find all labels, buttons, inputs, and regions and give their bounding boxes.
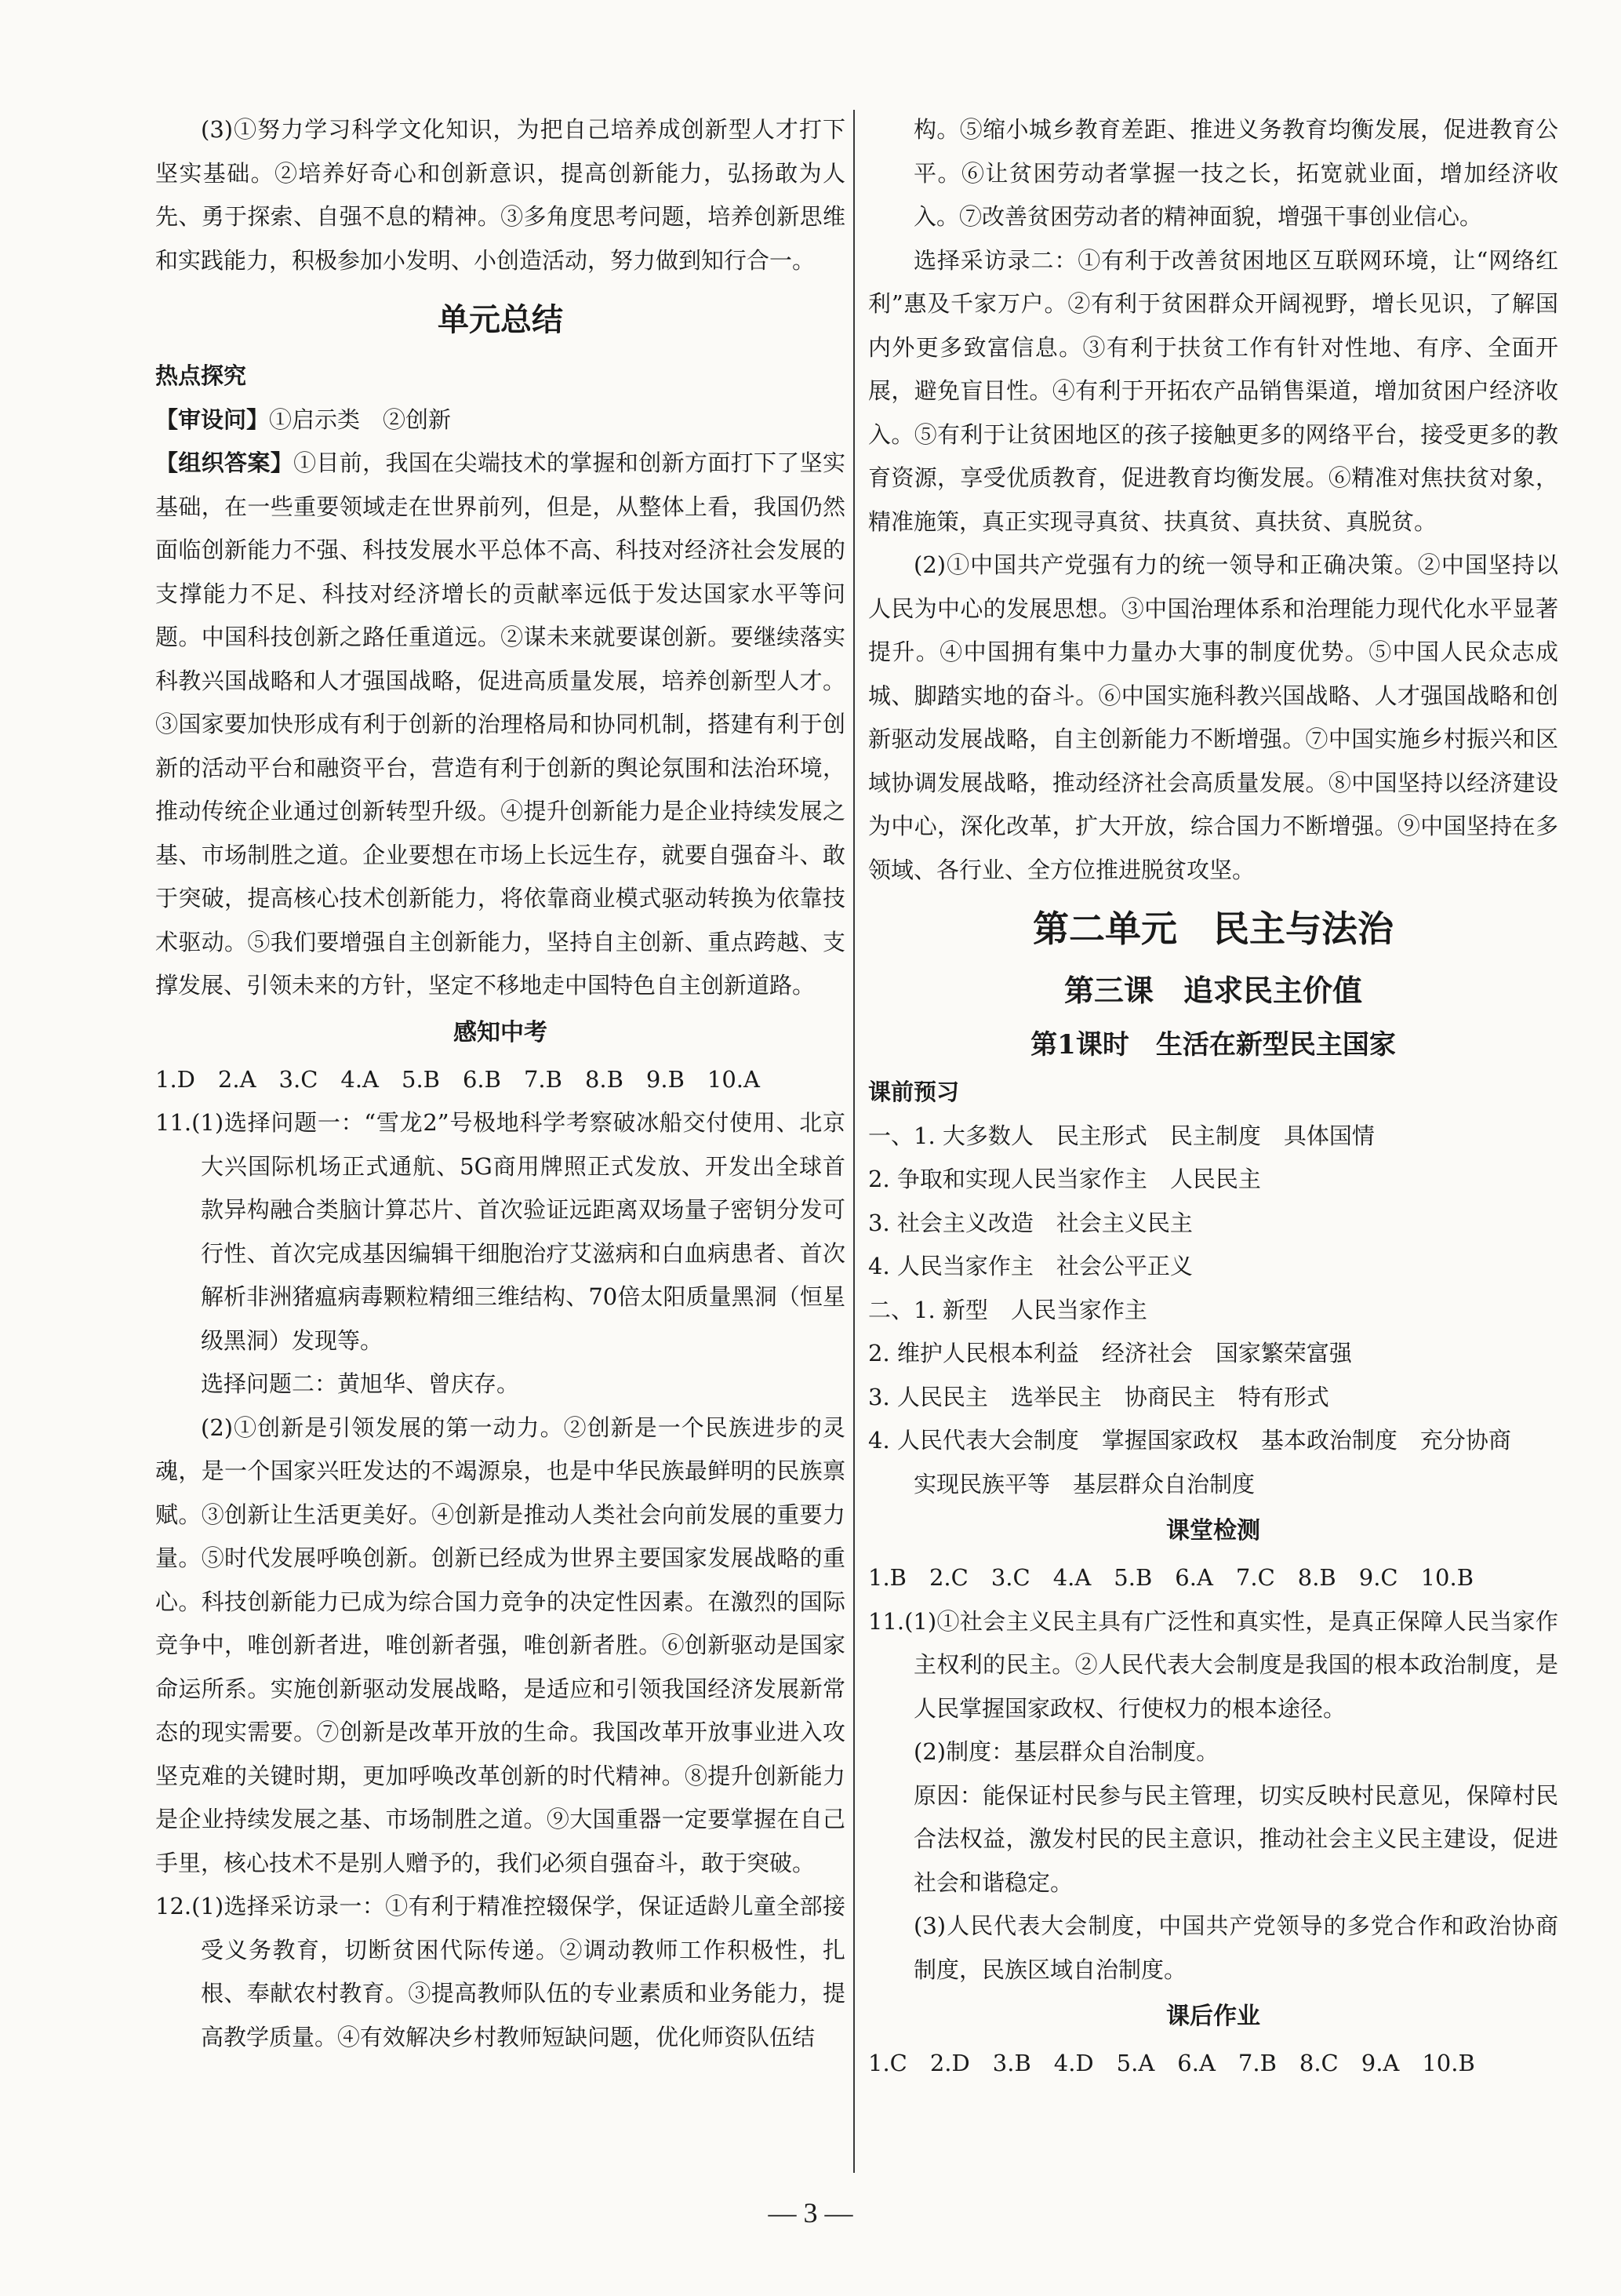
preview-line: 2. 争取和实现人民当家作主 人民民主 <box>868 1166 1261 1192</box>
kehou-answers: 1.C 2.D 3.B 4.D 5.A 6.A 7.B 8.C 9.A 10.B <box>868 2050 1475 2076</box>
zuzhi-label: 【组织答案】 <box>155 449 294 476</box>
preview-line: 二、1. 新型 人民当家作主 <box>868 1296 1147 1323</box>
zuzhi-answer <box>155 442 845 1008</box>
zuzhi-text: ①目前，我国在尖端技术的掌握和创新方面打下了坚实基础，在一些重要领域走在世界前列，但是，从整体上看，我国仍然面临创新能力不强、科技发展水平总体不高、科技对经济社会发展的支撑能力不足、科技对经济增长的贡献率远低于发达国家水平等问题。中国科技创新之路任重道远。②谋未来就要谋创新。要继续落实科教兴国战略和人才强国战略，促进高质量发展，培养创新型人才。③国家要加快形成有利于创新的治理格局和协同机制，搭建有利于创新的活动平台和融资平台，营造有利于创新的舆论氛围和法治环境，推动传统企业通过创新转型升级。④提升创新能力是企业持续发展之基、市场制胜之道。企业要想在市场上长远生存，就要自强奋斗、敢于突破，提高核心技术创新能力，将依靠商业模式驱动转换为依靠技术驱动。⑤我们要增强自主创新能力，坚持自主创新、重点跨越、支撑发展、引领未来的方针，坚定不移地走中国特色自主创新道路。 <box>155 449 845 999</box>
unit2-title: 第二单元 民主与法治 <box>1033 908 1394 950</box>
k11-part3: 原因：能保证村民参与民主管理，切实反映村民意见，保障村民合法权益，激发村民的民主意识，推动社会主义民主建设，促进社会和谐稳定。 <box>914 1781 1558 1896</box>
column-divider <box>853 110 855 2173</box>
preview-line: 3. 人民民主 选举民主 协商民主 特有形式 <box>868 1383 1329 1410</box>
preview-line: 4. 人民当家作主 社会公平正义 <box>868 1253 1193 1279</box>
q11-part3: (2)①创新是引领发展的第一动力。②创新是一个民族进步的灵魂，是一个国家兴旺发达的不竭源泉，也是中华民族最鲜明的民族禀赋。③创新让生活更美好。④创新是推动人类社会向前发展的重要力量。⑤时代发展呼唤创新。创新已经成为世界主要国家发展战略的重心。科技创新能力已成为综合国力竞争的决定性因素。在激烈的国际竞争中，唯创新者进，唯创新者强，唯创新者胜。⑥创新驱动是国家命运所系。实施创新驱动发展战略，是适应和引领我国经济发展新常态的现实需要。⑦创新是改革开放的生命。我国改革开放事业进入攻坚克难的关键时期，更加呼唤改革创新的时代精神。⑧提升创新能力是企业持续发展之基、市场制胜之道。⑨大国重器一定要掌握在自己手里，核心技术不是别人赠予的，我们必须自强奋斗，敢于突破。 <box>155 1414 845 1876</box>
q2-paragraph: (2)①中国共产党强有力的统一领导和正确决策。②中国坚持以人民为中心的发展思想。③中国治理体系和治理能力现代化水平显著提升。④中国拥有集中力量办大事的制度优势。⑤中国人民众志成城、脚踏实地的奋斗。⑥中国实施科教兴国战略、人才强国战略和创新驱动发展战略，自主创新能力不断增强。⑦中国实施乡村振兴和区域协调发展战略，推动经济社会高质量发展。⑧中国坚持以经济建设为中心，深化改革，扩大开放，综合国力不断增强。⑨中国坚持在多领域、各行业、全方位推进脱贫攻坚。 <box>868 551 1558 883</box>
lesson3-title: 第三课 追求民主价值 <box>1063 973 1362 1008</box>
continued-paragraph: 构。⑤缩小城乡教育差距、推进义务教育均衡发展，促进教育公平。⑥让贫困劳动者掌握一技之长，拓宽就业面，增加经济收入。⑦改善贫困劳动者的精神面貌，增强干事创业信心。 <box>914 116 1558 230</box>
k11-part4: (3)人民代表大会制度，中国共产党领导的多党合作和政治协商制度，民族区域自治制度。 <box>914 1912 1558 1983</box>
shensheti-text: ①启示类 ②创新 <box>269 406 452 433</box>
ketang-title: 课堂检测 <box>1166 1517 1260 1545</box>
preview-line: 3. 社会主义改造 社会主义民主 <box>868 1209 1193 1236</box>
class1-title: 第1课时 生活在新型民主国家 <box>1030 1029 1396 1061</box>
ganzhi-answers: 1.D 2.A 3.C 4.A 5.B 6.B 7.B 8.B 9.B 10.A <box>155 1065 760 1093</box>
preview-line: 2. 维护人民根本利益 经济社会 国家繁荣富强 <box>868 1340 1352 1366</box>
page-number: — 3 — <box>768 2197 853 2229</box>
left-column <box>155 108 845 2059</box>
unit-summary-title: 单元总结 <box>438 301 563 338</box>
k11-part2: (2)制度：基层群众自治制度。 <box>914 1738 1219 1765</box>
right-column <box>868 108 1558 2086</box>
q12-part1: 12.(1)选择采访录一：①有利于精准控辍保学，保证适龄儿童全部接受义务教育，切断贫困代际传递。②调动教师工作积极性，扎根、奉献农村教育。③提高教师队伍的专业素质和业务能力，提高教学质量。④有效解决乡村教师短缺问题，优化师资队伍结 <box>155 1893 845 2050</box>
k11-part1: 11.(1)①社会主义民主具有广泛性和真实性，是真正保障人民当家作主权利的民主。②人民代表大会制度是我国的根本政治制度，是人民掌握国家政权、行使权力的根本途径。 <box>868 1607 1558 1722</box>
preview-line: 4. 人民代表大会制度 掌握国家政权 基本政治制度 充分协商 <box>868 1427 1511 1454</box>
q11-part2: 选择问题二：黄旭华、曾庆存。 <box>201 1370 520 1397</box>
kehou-title: 课后作业 <box>1166 2003 1260 2030</box>
ganzhi-title: 感知中考 <box>453 1018 547 1046</box>
hot-topic-label: 热点探究 <box>155 362 247 389</box>
caifang2-paragraph: 选择采访录二：①有利于改善贫困地区互联网环境，让“网络红利”惠及千家万户。②有利于贫困群众开阔视野，增长见识，了解国内外更多致富信息。③有利于扶贫工作有针对性地、有序、全面开展，避免盲目性。④有利于开拓农产品销售渠道，增加贫困户经济收入。⑤有利于让贫困地区的孩子接触更多的网络平台，接受更多的教育资源，享受优质教育，促进教育均衡发展。⑥精准对焦扶贫对象，精准施策，真正实现寻真贫、扶真贫、真扶贫、真脱贫。 <box>868 246 1558 535</box>
intro-paragraph: (3)①努力学习科学文化知识，为把自己培养成创新型人才打下坚实基础。②培养好奇心和创新意识，提高创新能力，弘扬敢为人先、勇于探索、自强不息的精神。③多角度思考问题，培养创新思维和实践能力，积极参加小发明、小创造活动，努力做到知行合一。 <box>155 116 845 274</box>
shensheti-line <box>155 398 845 442</box>
preview-label: 课前预习 <box>868 1079 960 1105</box>
q11-part1: 11.(1)选择问题一：“雪龙2”号极地科学考察破冰船交付使用、北京大兴国际机场正式通航、5G商用牌照正式发放、开发出全球首款异构融合类脑计算芯片、首次验证远距离双场量子密钥分发可行性、首次完成基因编辑干细胞治疗艾滋病和白血病患者、首次解析非洲猪瘟病毒颗粒精细三维结构、70倍太阳质量黑洞（恒星级黑洞）发现等。 <box>155 1109 845 1354</box>
ketang-answers: 1.B 2.C 3.C 4.A 5.B 6.A 7.C 8.B 9.C 10.B <box>868 1564 1474 1591</box>
preview-line-cont: 实现民族平等 基层群众自治制度 <box>914 1470 1256 1497</box>
preview-line: 一、1. 大多数人 民主形式 民主制度 具体国情 <box>868 1122 1375 1149</box>
shensheti-label: 【审设问】 <box>155 406 270 433</box>
